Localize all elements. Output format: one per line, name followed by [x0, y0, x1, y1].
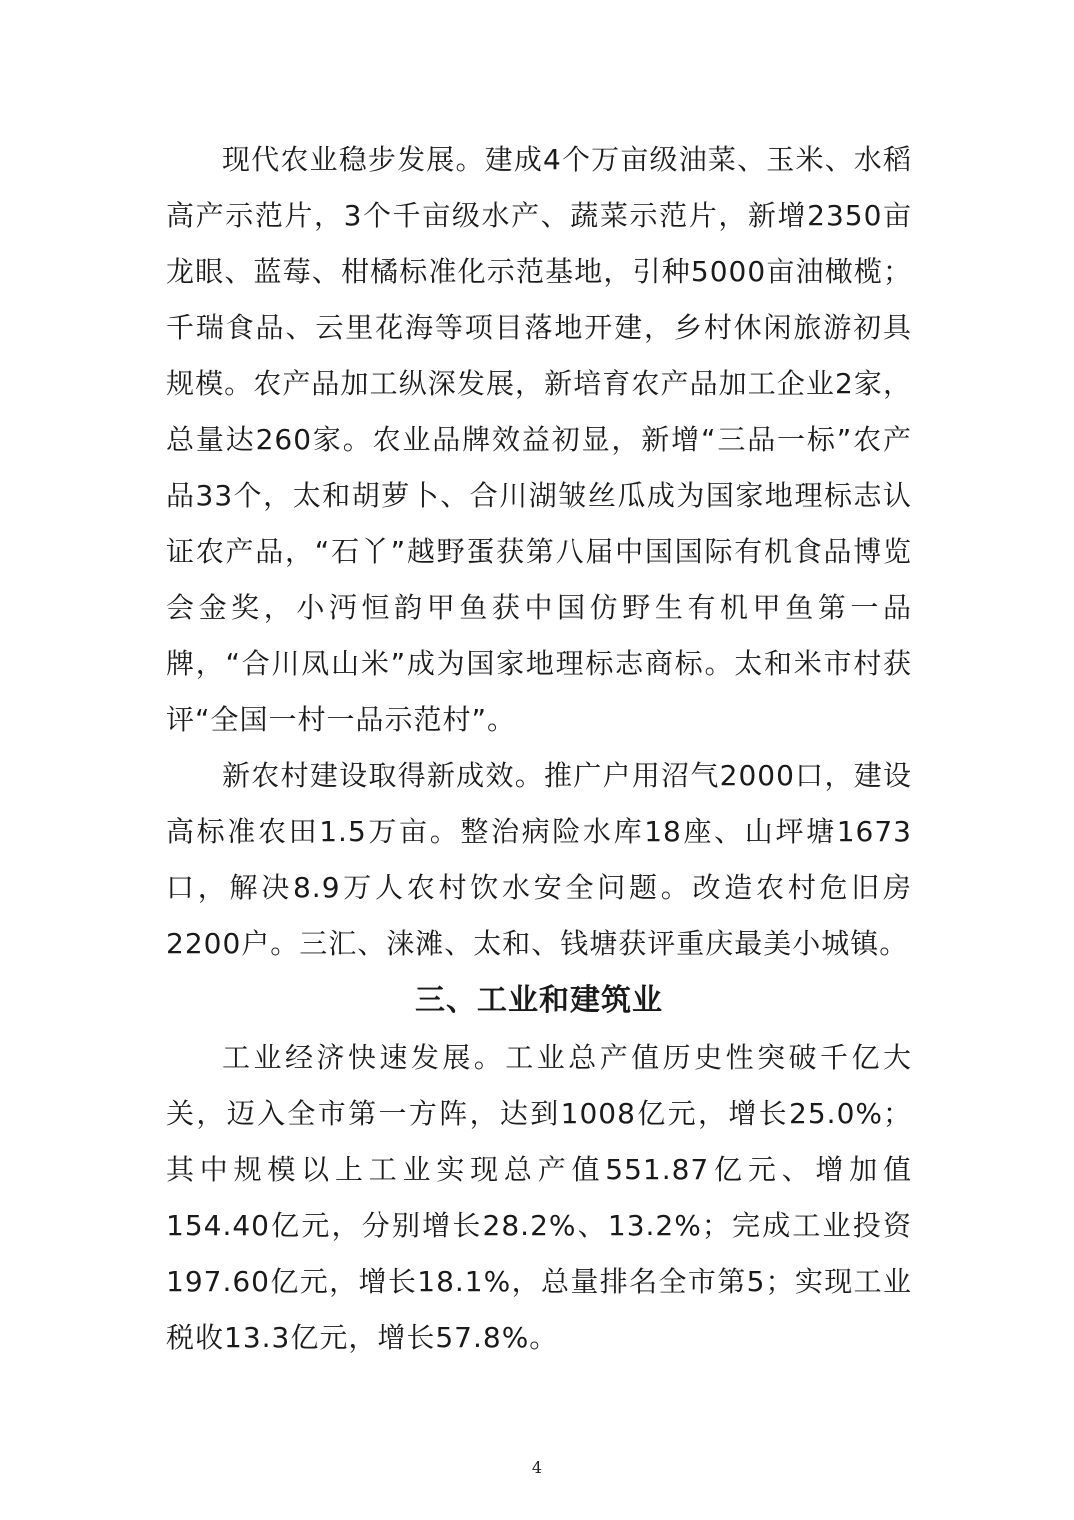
- paragraph-industrial-economy: 工业经济快速发展。工业总产值历史性突破千亿大关，迈入全市第一方阵，达到1008亿元，增长25.0%；其中规模以上工业实现总产值551.87亿元、增加值154.40亿元，分别增长28.2%、13.2%；完成工业投资197.60亿元，增长18.1%，总量排名全市第5；实现工业税收13.3亿元，增长57.8%。: [166, 1041, 912, 1354]
- paragraph-modern-agriculture: 现代农业稳步发展。建成4个万亩级油菜、玉米、水稻高产示范片，3个千亩级水产、蔬菜示范片，新增2350亩龙眼、蓝莓、柑橘标准化示范基地，引种5000亩油橄榄；千瑞食品、云里花海等项目落地开建，乡村休闲旅游初具规模。农产品加工纵深发展，新培育农产品加工企业2家，总量达260家。农业品牌效益初显，新增“三品一标”农产品33个，太和胡萝卜、合川湖皱丝瓜成为国家地理标志认证农产品，“石丫”越野蛋获第八届中国国际有机食品博览会金奖，小沔恒韵甲鱼获中国仿野生有机甲鱼第一品牌，“合川凤山米”成为国家地理标志商标。太和米市村获评“全国一村一品示范村”。: [166, 143, 912, 736]
- document-body: [166, 132, 912, 1366]
- section-heading: 三、工业和建筑业: [415, 983, 663, 1018]
- page-number: 4: [531, 1458, 543, 1477]
- paragraph-new-countryside: 新农村建设取得新成效。推广户用沼气2000口，建设高标准农田1.5万亩。整治病险水库18座、山坪塘1673口，解决8.9万人农村饮水安全问题。改造农村危旧房2200户。三汇、涞滩、太和、钱塘获评重庆最美小城镇。: [166, 759, 912, 960]
